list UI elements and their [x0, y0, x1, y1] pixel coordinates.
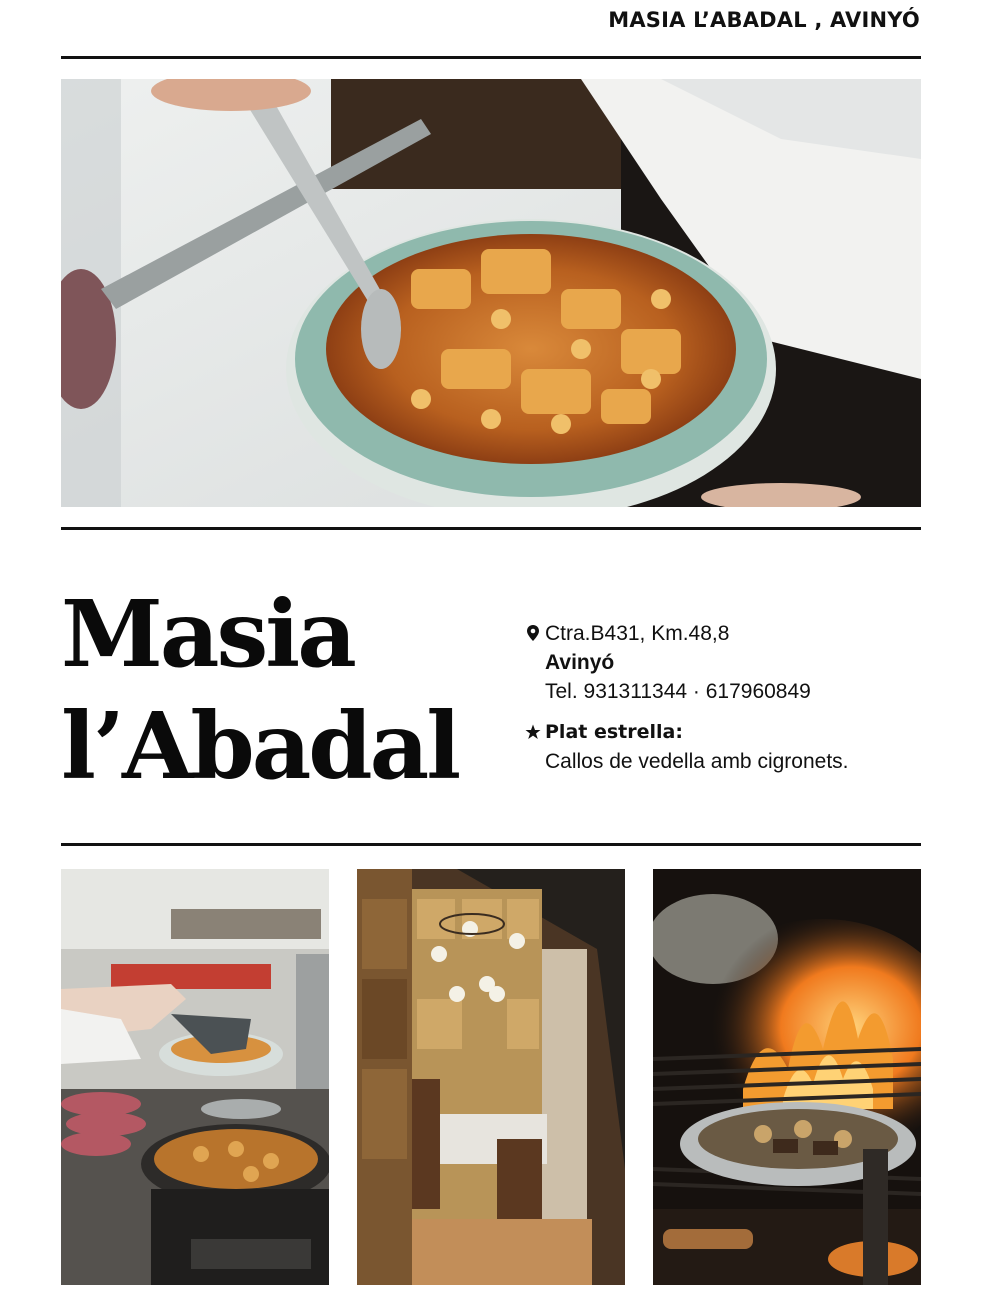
middle-divider	[61, 527, 921, 530]
address-line: Ctra.B431, Km.48,8	[545, 622, 730, 645]
restaurant-info	[525, 619, 925, 776]
bottom-divider	[61, 843, 921, 846]
star-icon	[525, 723, 541, 741]
photo-dining-room	[357, 869, 625, 1285]
restaurant-name	[61, 578, 458, 802]
running-head: MASIA L’ABADAL , AVINYÓ	[608, 8, 920, 32]
restaurant-name-line1: Masia	[61, 580, 354, 688]
star-dish-block	[525, 718, 925, 776]
star-dish-text: Callos de vedella amb cigronets.	[545, 750, 849, 773]
photo-kitchen	[61, 869, 329, 1285]
top-divider	[61, 56, 921, 59]
phone-line: Tel. 931311344 · 617960849	[545, 680, 811, 703]
photo-grill-flames	[653, 869, 921, 1285]
town-line: Avinyó	[545, 651, 615, 674]
hero-photo-callos-dish	[61, 79, 921, 507]
map-pin-icon	[525, 624, 541, 642]
address-block	[525, 619, 925, 706]
star-dish-label: Plat estrella:	[545, 721, 683, 743]
restaurant-name-line2: l’Abadal	[61, 692, 459, 800]
